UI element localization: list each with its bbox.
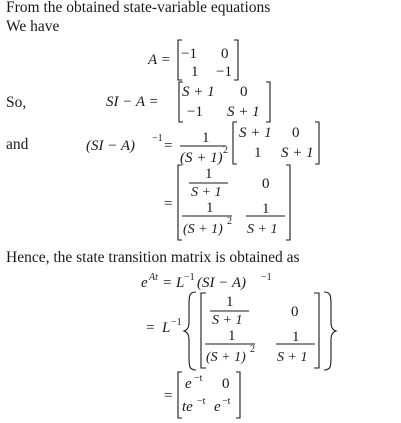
m-r2c2-den: S + 1: [277, 350, 308, 365]
right-bracket: [314, 293, 319, 368]
m-r2c1-den: (S + 1): [183, 222, 223, 237]
left-bracket: [178, 165, 182, 240]
SIA-r2c1: −1: [187, 104, 203, 120]
right-bracket: [315, 122, 319, 164]
frac-den-exp: 2: [223, 145, 228, 156]
label-so: So,: [6, 94, 27, 111]
laplace-sup: −1: [171, 317, 182, 328]
right-bracket: [286, 165, 290, 240]
SIA-r2c2: S + 1: [227, 104, 260, 120]
SIA-r1c1: S + 1: [182, 84, 215, 100]
m-r2c1-den-exp: 2: [250, 344, 255, 355]
m-r1c2: 0: [291, 304, 299, 320]
equation-inverse-expanded: [164, 165, 290, 240]
eAt-sup: At: [149, 272, 158, 283]
m-r1c1-num: 1: [226, 294, 234, 310]
eAt-base: e: [141, 275, 148, 291]
right-brace: [324, 292, 336, 370]
equation-SI-minus-A: [106, 82, 270, 122]
right-bracket: [236, 372, 240, 418]
m-r1c2: 0: [262, 176, 270, 192]
inv-m-r1c1: S + 1: [239, 125, 272, 141]
m-r2c1-num: 1: [228, 328, 236, 344]
laplace-L: L: [176, 275, 185, 291]
res-r1c1-base: e: [185, 376, 192, 392]
right-bracket: [266, 82, 270, 122]
SIA-r1c2: 0: [240, 84, 248, 100]
frac-num: 1: [202, 130, 210, 146]
inv-lhs: (SI − A): [86, 138, 135, 154]
m-r2c1-num: 1: [206, 200, 214, 216]
m-r2c2-num: 1: [292, 329, 300, 345]
frac-den: (S + 1): [180, 150, 223, 166]
m-r2c2-den: S + 1: [247, 222, 278, 237]
left-brace: [184, 292, 196, 370]
equation-A: [147, 40, 238, 80]
equation-result: [164, 372, 240, 418]
laplace-sup: −1: [184, 272, 195, 283]
A-r2c2: −1: [216, 64, 232, 80]
equation-laplace-matrix: [146, 292, 336, 370]
eq: =: [164, 388, 173, 404]
res-r2c1-sup: −t: [197, 396, 206, 407]
res-r1c1-sup: −t: [194, 373, 203, 384]
res-r2c1-base: te: [182, 399, 193, 415]
m-r1c1-den: S + 1: [212, 313, 243, 328]
intro-line-2: We have: [6, 18, 60, 35]
m-r2c2-num: 1: [262, 201, 270, 217]
res-r1c2: 0: [222, 376, 230, 392]
A-r1c2: 0: [221, 46, 229, 62]
eq: =: [146, 320, 155, 336]
inv-m-r1c2: 0: [292, 125, 300, 141]
laplace-arg-exp: −1: [261, 272, 272, 283]
laplace-L: L: [162, 320, 171, 336]
inv-eq: =: [164, 138, 173, 154]
eq: =: [164, 196, 173, 212]
inv-exp: −1: [152, 133, 163, 144]
right-bracket: [234, 40, 238, 80]
m-r2c1-den: (S + 1): [206, 350, 246, 365]
inv-m-r2c1: 1: [254, 145, 262, 161]
A-r1c1: −1: [181, 46, 197, 62]
inv-m-r2c2: S + 1: [281, 145, 314, 161]
left-bracket: [233, 122, 237, 164]
res-r2c2-sup: −t: [222, 396, 231, 407]
SIA-lhs: SI − A =: [106, 94, 159, 110]
res-r2c2-base: e: [214, 399, 221, 415]
intro-line-1: From the obtained state-variable equations: [6, 0, 271, 16]
m-r1c1-num: 1: [205, 166, 213, 182]
A-r2c1: 1: [191, 64, 199, 80]
m-r2c1-den-exp: 2: [227, 216, 232, 227]
A-lhs: A =: [148, 52, 171, 68]
label-and: and: [6, 136, 29, 153]
hence-line: Hence, the state transition matrix is obtained as: [6, 249, 300, 266]
m-r1c1-den: S + 1: [191, 185, 222, 200]
equation-transition: [141, 272, 272, 291]
laplace-arg: (SI − A): [197, 275, 246, 291]
equation-inverse: [86, 122, 319, 166]
eq: =: [163, 275, 172, 291]
